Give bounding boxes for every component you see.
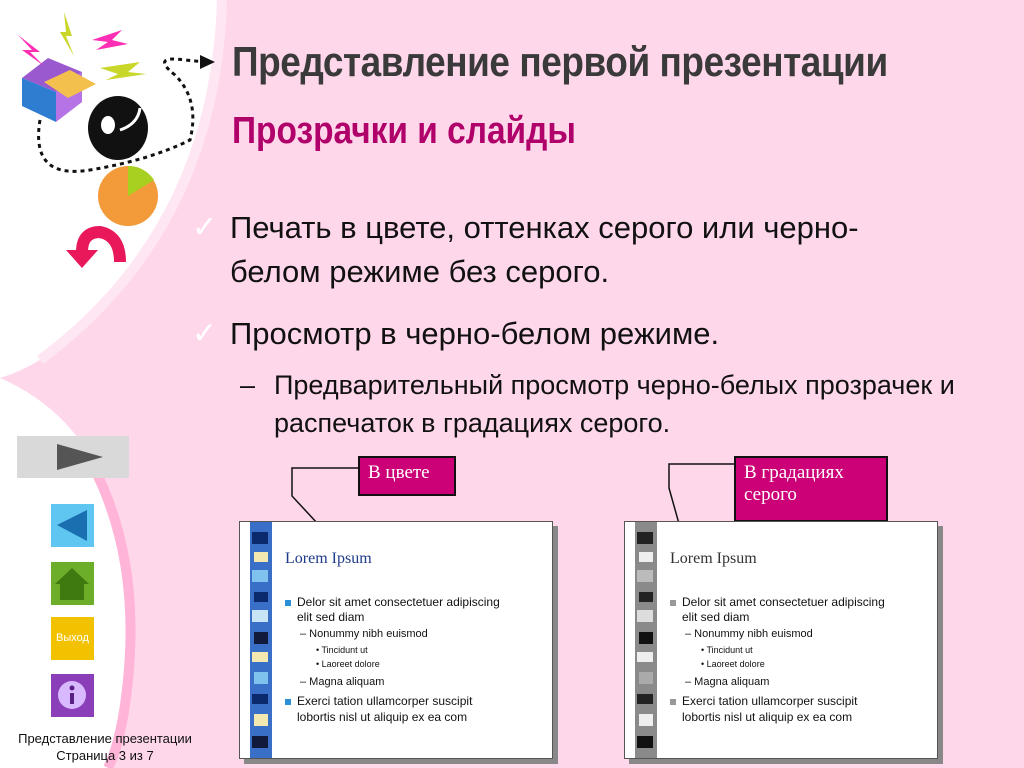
callout-grayscale	[734, 456, 888, 522]
slide-line: lobortis nisl ut aliquip ex ea com	[297, 710, 468, 724]
check-icon: ✓	[192, 211, 218, 244]
back-button[interactable]	[51, 504, 94, 547]
slide-line: • Laoreet dolore	[701, 659, 765, 669]
bullet-print-line2: белом режиме без серого.	[230, 254, 610, 289]
check-icon: ✓	[192, 317, 218, 350]
decorative-clipart	[0, 0, 235, 768]
exit-button[interactable]	[51, 617, 94, 660]
home-button[interactable]	[51, 562, 94, 605]
decorative-strip	[250, 522, 272, 758]
slide-line: • Laoreet dolore	[316, 659, 380, 669]
play-button[interactable]	[17, 436, 129, 478]
slide-line: – Magna aliquam	[300, 676, 385, 688]
slide-line: Exerci tation ullamcorper suscipit	[682, 694, 858, 708]
slide-line: lobortis nisl ut aliquip ex ea com	[682, 710, 853, 724]
slide-line: • Tincidunt ut	[316, 645, 368, 655]
footer-title: Представление презентации	[18, 731, 192, 746]
slide-preview-grayscale	[624, 521, 938, 759]
page-counter: Страница 3 из 7	[56, 748, 154, 763]
slide-line: elit sed diam	[297, 610, 365, 624]
decorative-strip	[635, 522, 657, 758]
sub-bullet-line2: распечаток в градациях серого.	[274, 408, 671, 438]
slide-line: Exerci tation ullamcorper suscipit	[297, 694, 473, 708]
slide-line: – Nonummy nibh euismod	[300, 628, 428, 640]
slide-line: Delor sit amet consectetuer adipiscing	[297, 595, 500, 609]
info-button[interactable]	[51, 674, 94, 717]
exit-label: Выход	[56, 632, 89, 644]
slide-preview-color	[239, 521, 553, 759]
bullet-preview-line1: Просмотр в черно-белом режиме.	[230, 316, 720, 351]
bullet-print	[192, 206, 859, 294]
home-icon	[51, 562, 94, 605]
dash-marker: –	[240, 370, 256, 400]
back-arrow-icon	[51, 504, 94, 547]
slide-line: Delor sit amet consectetuer adipiscing	[682, 595, 885, 609]
sub-bullet	[240, 366, 955, 442]
bullet-preview	[192, 312, 720, 356]
callout-color-label: В цвете	[368, 462, 430, 483]
page-title: Представление первой презентации	[232, 38, 888, 85]
slide-line: – Magna aliquam	[685, 676, 770, 688]
slide-line: elit sed diam	[682, 610, 750, 624]
slide-title: Lorem Ipsum	[285, 550, 372, 567]
sub-bullet-line1: Предварительный просмотр черно-белых прозрачек и	[274, 370, 955, 400]
info-icon	[51, 674, 94, 717]
slide-line: – Nonummy nibh euismod	[685, 628, 813, 640]
callout-pointer-color	[280, 460, 370, 530]
callout-gray-line1: В градациях	[744, 462, 844, 483]
bullet-print-line1: Печать в цвете, оттенках серого или черно-	[230, 210, 859, 245]
slide-line: • Tincidunt ut	[701, 645, 753, 655]
slide-title: Lorem Ipsum	[670, 550, 757, 567]
callout-gray-line2: серого	[744, 484, 797, 505]
callout-color	[358, 456, 456, 496]
page-subtitle: Прозрачки и слайды	[232, 110, 576, 152]
play-icon	[17, 436, 129, 478]
